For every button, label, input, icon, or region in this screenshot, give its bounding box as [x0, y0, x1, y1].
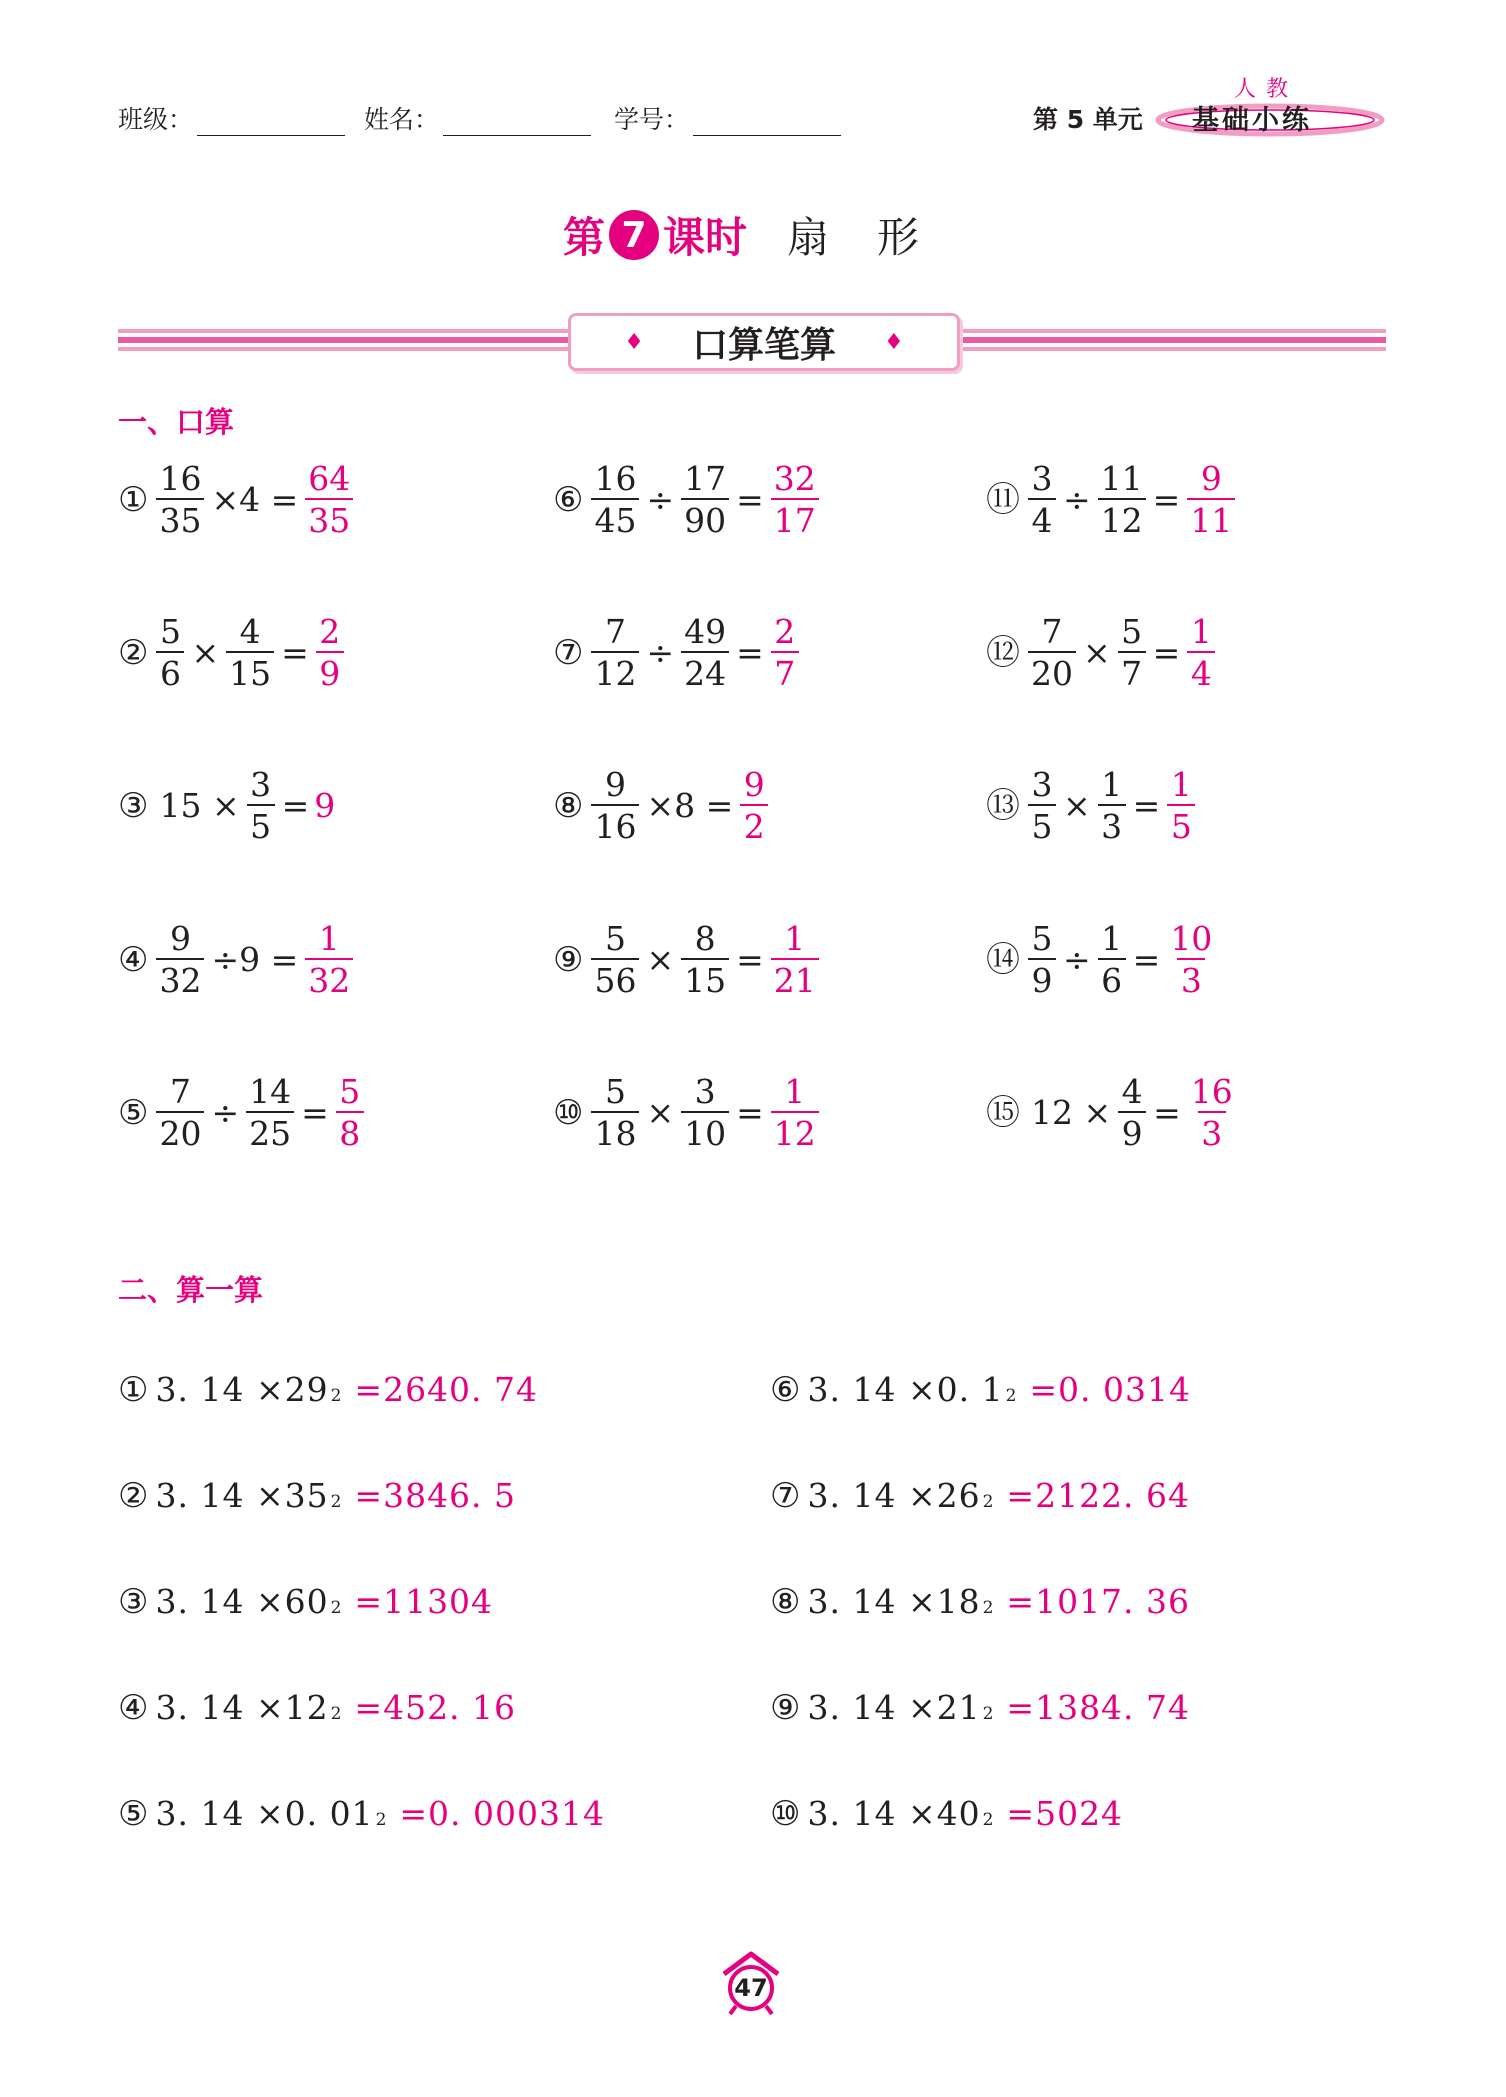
- denominator: 12: [1098, 498, 1146, 537]
- page-number-badge: [716, 1948, 786, 2018]
- numerator: 3: [250, 765, 272, 804]
- numerator: 1: [784, 919, 806, 958]
- expression: 3. 14 ×29: [155, 1370, 329, 1409]
- exponent: 2: [330, 1704, 343, 1724]
- denominator: 10: [681, 1111, 729, 1150]
- name-blank[interactable]: [443, 105, 591, 136]
- answer-fraction: [1167, 765, 1195, 846]
- problem-number: ⑧: [553, 785, 584, 826]
- calc-problem: [770, 1582, 1190, 1622]
- answer: =1384. 74: [1006, 1688, 1191, 1727]
- operator: ÷9 =: [211, 940, 299, 979]
- fraction: [156, 612, 184, 693]
- expression: 3. 14 ×0. 1: [807, 1370, 1004, 1409]
- problem-number: ③: [118, 785, 149, 826]
- expression: 3. 14 ×60: [155, 1582, 329, 1621]
- numerator: 5: [1031, 919, 1053, 958]
- fraction: [1118, 1072, 1146, 1153]
- denominator: 6: [1098, 958, 1126, 997]
- denominator: 18: [591, 1111, 639, 1150]
- oral-problem: [986, 919, 1217, 1000]
- numerator: 9: [604, 765, 626, 804]
- fraction: [591, 765, 639, 846]
- operator: 15 ×: [159, 786, 240, 825]
- numerator: 7: [1041, 612, 1063, 651]
- numerator: 3: [1031, 765, 1053, 804]
- exponent: 2: [982, 1492, 995, 1512]
- answer-fraction: [771, 1072, 819, 1153]
- numerator: 17: [684, 459, 727, 498]
- fraction: [591, 612, 639, 693]
- operator: =: [1152, 633, 1181, 672]
- exponent: 2: [375, 1810, 388, 1830]
- fraction: [156, 459, 204, 540]
- answer: =452. 16: [354, 1688, 517, 1727]
- operator: =: [1132, 786, 1161, 825]
- fraction: [1098, 459, 1146, 540]
- problem-number: ①: [118, 479, 149, 520]
- oral-problem: [553, 765, 770, 846]
- answer-fraction: [771, 919, 819, 1000]
- diamond-icon: ♦: [624, 329, 644, 355]
- numerator: 4: [1121, 1072, 1143, 1111]
- numerator: 1: [318, 919, 340, 958]
- lesson-topic: 扇形: [787, 213, 968, 262]
- oral-problem: [118, 919, 355, 1000]
- answer-fraction: [336, 1072, 364, 1153]
- title-suffix: 课时: [663, 213, 748, 262]
- expression: 3. 14 ×35: [155, 1476, 329, 1515]
- problem-number: ⑫: [986, 632, 1020, 673]
- operator: ÷: [1063, 480, 1091, 519]
- oral-problem: [118, 459, 355, 540]
- numerator: 10: [1170, 919, 1213, 958]
- numerator: 2: [774, 612, 796, 651]
- numerator: 9: [1200, 459, 1222, 498]
- problem-number: ①: [118, 1370, 150, 1410]
- operator: 12 ×: [1031, 1093, 1112, 1132]
- denominator: 7: [771, 651, 799, 690]
- operator: ×: [1063, 786, 1091, 825]
- numerator: 1: [784, 1072, 806, 1111]
- fraction: [156, 919, 204, 1000]
- calc-problem: [118, 1476, 516, 1516]
- answer-fraction: [316, 612, 344, 693]
- class-label: 班级：: [118, 105, 194, 134]
- denominator: 56: [591, 958, 639, 997]
- denominator: 5: [1167, 804, 1195, 843]
- exponent: 2: [330, 1598, 343, 1618]
- denominator: 16: [591, 804, 639, 843]
- problem-number: ⑨: [553, 939, 584, 980]
- fraction: [681, 919, 729, 1000]
- problem-number: ⑪: [986, 479, 1020, 520]
- problem-number: ⑮: [986, 1092, 1020, 1133]
- expression: 3. 14 ×21: [807, 1688, 981, 1727]
- operator: ÷: [646, 480, 675, 519]
- oral-problem: [553, 612, 801, 693]
- operator: ÷: [211, 1093, 240, 1132]
- oral-problem: [118, 765, 336, 846]
- answer-fraction: [1187, 459, 1235, 540]
- calc-problem: [118, 1370, 538, 1410]
- fraction: [156, 1072, 204, 1153]
- diamond-icon: ♦: [884, 329, 904, 355]
- oral-problem: [553, 1072, 821, 1153]
- expression: 3. 14 ×40: [807, 1794, 981, 1833]
- brand-name: 基础小练: [1192, 105, 1312, 136]
- answer: =0. 000314: [399, 1794, 605, 1833]
- answer-fraction: [771, 459, 819, 540]
- denominator: 11: [1187, 498, 1235, 537]
- answer: =11304: [354, 1582, 494, 1621]
- fraction: [591, 459, 639, 540]
- answer: 9: [314, 786, 336, 825]
- calc-problem: [770, 1688, 1190, 1728]
- denominator: 35: [305, 498, 353, 537]
- fraction: [247, 765, 275, 846]
- numerator: 7: [604, 612, 626, 651]
- denominator: 5: [1028, 804, 1056, 843]
- denominator: 24: [681, 651, 729, 690]
- denominator: 5: [247, 804, 275, 843]
- fraction: [246, 1072, 294, 1153]
- denominator: 7: [1118, 651, 1146, 690]
- operator: ÷: [646, 633, 675, 672]
- calc-problem: [770, 1370, 1191, 1410]
- problem-number: ③: [118, 1582, 150, 1622]
- numerator: 3: [1031, 459, 1053, 498]
- problem-number: ⑥: [770, 1370, 802, 1410]
- oral-problem: [553, 919, 821, 1000]
- calc-problem: [770, 1794, 1123, 1834]
- numerator: 5: [339, 1072, 361, 1111]
- numerator: 5: [159, 612, 181, 651]
- numerator: 1: [1101, 919, 1123, 958]
- denominator: 17: [771, 498, 819, 537]
- denominator: 45: [591, 498, 639, 537]
- problem-number: ⑥: [553, 479, 584, 520]
- denominator: 20: [1028, 651, 1076, 690]
- title-prefix: 第: [563, 213, 606, 262]
- lesson-title: [563, 205, 967, 265]
- brand-logo: [1150, 92, 1386, 142]
- answer-fraction: [1188, 1072, 1236, 1153]
- numerator: 1: [1190, 612, 1212, 651]
- denominator: 4: [1028, 498, 1056, 537]
- operator: =: [1152, 480, 1181, 519]
- exponent: 2: [330, 1386, 343, 1406]
- answer: =1017. 36: [1006, 1582, 1191, 1621]
- numerator: 16: [594, 459, 637, 498]
- numerator: 9: [743, 765, 765, 804]
- numerator: 5: [1121, 612, 1143, 651]
- problem-number: ②: [118, 632, 149, 673]
- numerator: 5: [604, 919, 626, 958]
- unit-label: 第 5 单元: [1033, 105, 1143, 134]
- fraction: [1028, 459, 1056, 540]
- name-label: 姓名：: [364, 105, 440, 134]
- expression: 3. 14 ×26: [807, 1476, 981, 1515]
- oral-problem: [986, 765, 1197, 846]
- numerator: 16: [1190, 1072, 1233, 1111]
- problem-number: ⑬: [986, 785, 1020, 826]
- operator: ×8 =: [646, 786, 734, 825]
- fraction: [681, 1072, 729, 1153]
- denominator: 32: [156, 958, 204, 997]
- denominator: 6: [156, 651, 184, 690]
- numerator: 32: [773, 459, 816, 498]
- operator: =: [301, 1093, 329, 1132]
- operator: =: [281, 633, 309, 672]
- denominator: 15: [226, 651, 274, 690]
- fraction: [591, 919, 639, 1000]
- denominator: 90: [681, 498, 729, 537]
- numerator: 1: [1101, 765, 1123, 804]
- answer-fraction: [305, 919, 353, 1000]
- problem-number: ⑦: [553, 632, 584, 673]
- answer: =0. 0314: [1029, 1370, 1191, 1409]
- answer-fraction: [740, 765, 768, 846]
- numerator: 49: [684, 612, 727, 651]
- section-heading: 一、口算: [118, 405, 235, 439]
- exponent: 2: [1005, 1386, 1018, 1406]
- calc-problem: [118, 1688, 516, 1728]
- operator: ×: [1083, 633, 1111, 672]
- fraction: [1028, 612, 1076, 693]
- operator: =: [736, 633, 764, 672]
- operator: =: [1153, 1093, 1181, 1132]
- numerator: 4: [239, 612, 261, 651]
- page-number: 47: [734, 1974, 768, 2002]
- expression: 3. 14 ×0. 01: [155, 1794, 374, 1833]
- denominator: 9: [316, 651, 344, 690]
- numerator: 9: [169, 919, 191, 958]
- fraction: [681, 459, 729, 540]
- numerator: 5: [604, 1072, 626, 1111]
- problem-number: ⑤: [118, 1092, 149, 1133]
- operator: =: [281, 786, 310, 825]
- answer-fraction: [1167, 919, 1215, 1000]
- denominator: 35: [156, 498, 204, 537]
- denominator: 25: [246, 1111, 294, 1150]
- denominator: 8: [336, 1111, 364, 1150]
- denominator: 32: [305, 958, 353, 997]
- numerator: 8: [694, 919, 716, 958]
- oral-problem: [118, 1072, 366, 1153]
- name-field: [364, 100, 591, 136]
- answer-fraction: [1187, 612, 1215, 693]
- problem-number: ⑧: [770, 1582, 802, 1622]
- exponent: 2: [330, 1492, 343, 1512]
- oral-problem: [986, 459, 1237, 540]
- denominator: 21: [771, 958, 819, 997]
- exponent: 2: [982, 1598, 995, 1618]
- calc-problem: [118, 1582, 493, 1622]
- denominator: 15: [681, 958, 729, 997]
- id-label: 学号：: [614, 105, 690, 134]
- class-blank[interactable]: [197, 105, 345, 136]
- problem-number: ⑤: [118, 1794, 150, 1834]
- oral-problem: [986, 612, 1217, 693]
- denominator: 9: [1028, 958, 1056, 997]
- oral-problem: [553, 459, 821, 540]
- denominator: 20: [156, 1111, 204, 1150]
- exponent: 2: [982, 1810, 995, 1830]
- exponent: 2: [982, 1704, 995, 1724]
- numerator: 2: [319, 612, 341, 651]
- answer: =3846. 5: [354, 1476, 517, 1515]
- problem-number: ⑩: [770, 1794, 802, 1834]
- answer: =5024: [1006, 1794, 1124, 1833]
- calc-problem: [118, 1794, 605, 1834]
- denominator: 4: [1187, 651, 1215, 690]
- operator: ×: [191, 633, 220, 672]
- denominator: 12: [771, 1111, 819, 1150]
- denominator: 12: [591, 651, 639, 690]
- class-field: [118, 100, 345, 136]
- operator: =: [736, 480, 764, 519]
- fraction: [226, 612, 274, 693]
- operator: ×4 =: [211, 480, 299, 519]
- numerator: 16: [159, 459, 202, 498]
- problem-number: ⑨: [770, 1688, 802, 1728]
- numerator: 64: [308, 459, 351, 498]
- fraction: [1098, 919, 1126, 1000]
- operator: =: [1132, 940, 1161, 979]
- denominator: 2: [740, 804, 768, 843]
- banner-label: 口算笔算: [691, 324, 836, 366]
- numerator: 14: [249, 1072, 292, 1111]
- problem-number: ⑦: [770, 1476, 802, 1516]
- section-heading: 二、算一算: [118, 1273, 264, 1307]
- answer-fraction: [305, 459, 353, 540]
- denominator: 3: [1198, 1111, 1226, 1150]
- problem-number: ④: [118, 1688, 150, 1728]
- answer-fraction: [771, 612, 799, 693]
- oral-problem: [986, 1072, 1238, 1153]
- brand-publisher: 人教: [1234, 77, 1299, 102]
- id-field: [614, 100, 841, 136]
- denominator: 9: [1118, 1111, 1146, 1150]
- operator: ÷: [1063, 940, 1091, 979]
- expression: 3. 14 ×12: [155, 1688, 329, 1727]
- answer: =2122. 64: [1006, 1476, 1191, 1515]
- numerator: 1: [1170, 765, 1192, 804]
- id-blank[interactable]: [693, 105, 841, 136]
- answer: =2640. 74: [354, 1370, 539, 1409]
- lesson-number-badge: 7: [609, 210, 659, 260]
- fraction: [1098, 765, 1126, 846]
- fraction: [1118, 612, 1146, 693]
- fraction: [591, 1072, 639, 1153]
- numerator: 11: [1100, 459, 1143, 498]
- problem-number: ⑭: [986, 939, 1020, 980]
- operator: =: [736, 1093, 764, 1132]
- denominator: 3: [1098, 804, 1126, 843]
- operator: ×: [646, 940, 675, 979]
- operator: =: [736, 940, 764, 979]
- fraction: [1028, 919, 1056, 1000]
- numerator: 3: [694, 1072, 716, 1111]
- oral-problem: [118, 612, 346, 693]
- denominator: 3: [1177, 958, 1205, 997]
- problem-number: ②: [118, 1476, 150, 1516]
- expression: 3. 14 ×18: [807, 1582, 981, 1621]
- numerator: 7: [169, 1072, 191, 1111]
- fraction: [1028, 765, 1056, 846]
- operator: ×: [646, 1093, 675, 1132]
- problem-number: ⑩: [553, 1092, 584, 1133]
- fraction: [681, 612, 729, 693]
- calc-problem: [770, 1476, 1190, 1516]
- problem-number: ④: [118, 939, 149, 980]
- section-banner: [568, 313, 960, 371]
